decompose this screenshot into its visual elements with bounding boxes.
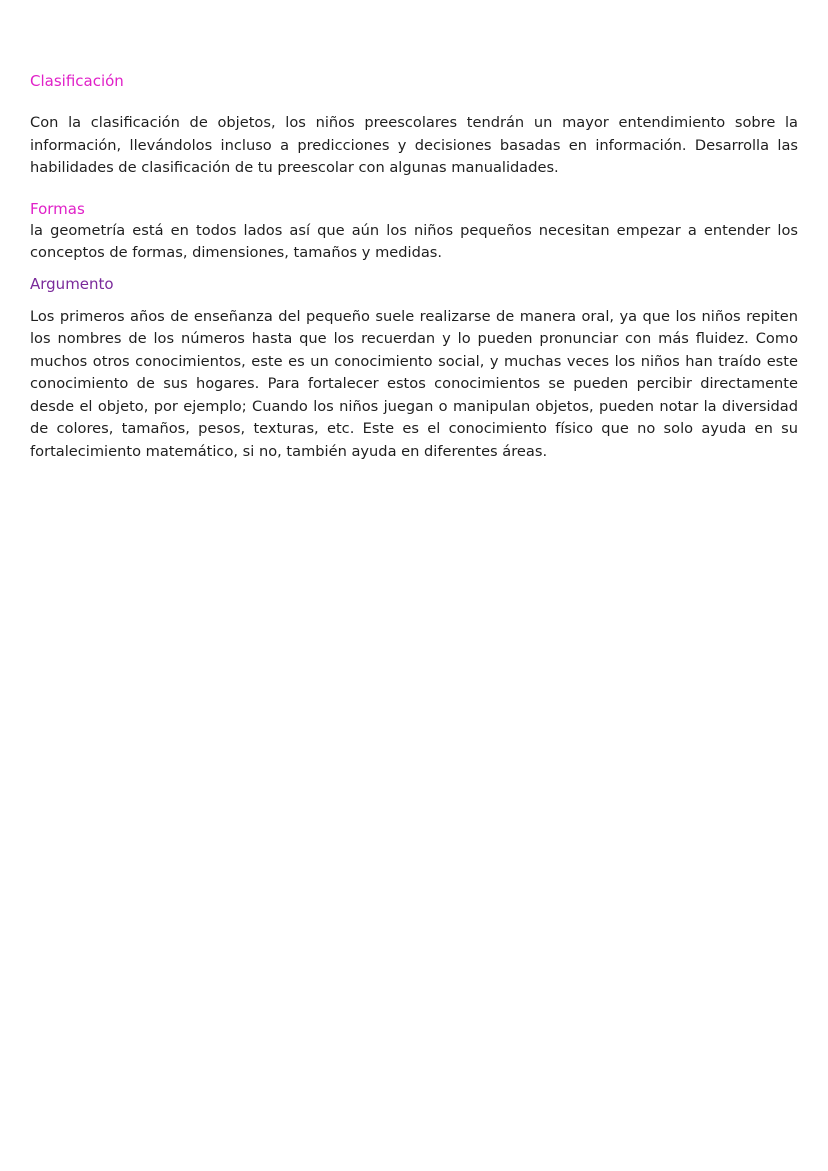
section-body-argumento: Los primeros años de enseñanza del pequeño suele realizarse de manera oral, ya que los niños repiten los nombres de los números hasta que los recuerdan y lo pueden pronunciar con más fluidez. Como muchos otros conocimientos, este es un conocimiento social, y muchas veces los niños han traído este conocimiento de sus hogares. Para fortalecer estos conocimientos se pueden percibir directamente desde el objeto, por ejemplo; Cuando los niños juegan o manipulan objetos, pueden notar la diversidad de colores, tamaños, pesos, texturas, etc. Este es el conocimiento físico que no solo ayuda en su fortalecimiento matemático, si no, también ayuda en diferentes áreas. <box>30 307 798 460</box>
section-heading-clasificacion: Clasificación <box>30 72 124 90</box>
document-page <box>30 70 798 463</box>
section-body-formas: la geometría está en todos lados así que aún los niños pequeños necesitan empezar a entender los conceptos de formas, dimensiones, tamaños y medidas. <box>30 221 798 261</box>
section-body-clasificacion: Con la clasificación de objetos, los niños preescolares tendrán un mayor entendimiento sobre la información, llevándolos incluso a predicciones y decisiones basadas en información. Desarrolla las habilidades de clasificación de tu preescolar con algunas manualidades. <box>30 114 798 176</box>
section-heading-argumento: Argumento <box>30 274 114 293</box>
section-heading-formas: Formas <box>30 199 85 218</box>
